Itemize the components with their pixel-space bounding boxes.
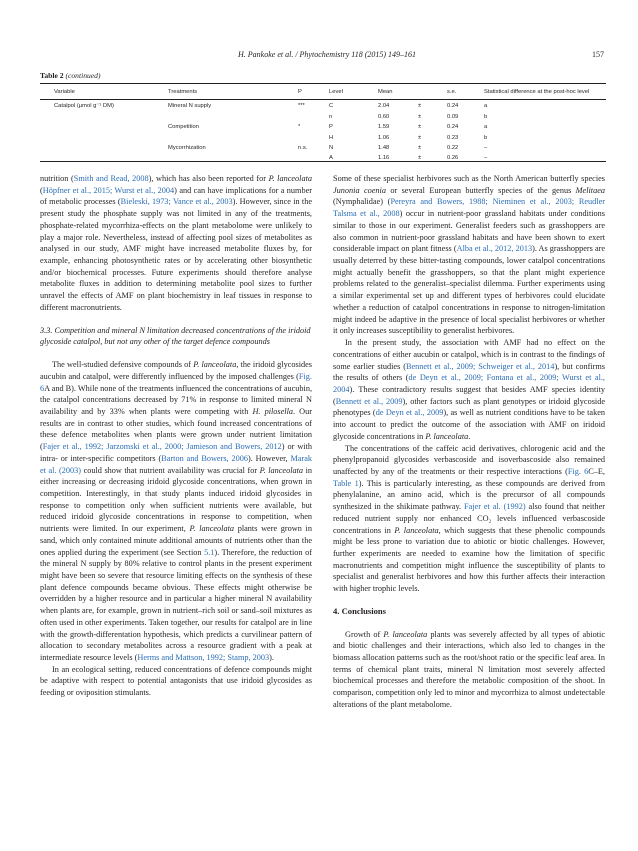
page-number: 157 — [592, 50, 604, 59]
citation-link[interactable]: Marak et al. (2003) — [40, 453, 312, 475]
table-header-cell: Treatments — [168, 89, 198, 95]
citation-link[interactable]: 5.1 — [204, 547, 215, 557]
table-cell: ± — [418, 155, 422, 162]
table-cell: P — [329, 124, 333, 131]
section-heading-conclusions: 4. Conclusions — [333, 605, 387, 616]
italic-term: P. lanceolata — [189, 524, 235, 534]
table-caption-label: Table 2 — [40, 71, 64, 80]
table-cell: a — [484, 103, 488, 110]
table-cell: 0.60 — [378, 113, 390, 120]
text-run: ). These contradictory results suggest that besides AMF species identity ( — [333, 384, 605, 406]
table-cell: A — [329, 155, 333, 162]
table-cell: n.s. — [298, 144, 308, 151]
text-run: The concentrations of the caffeic acid derivatives, chlorogenic acid and the phenylpropanoid glycosides verbascoside and isoverbascoside also remained unaffected by any of the treatments or their respective interactions ( — [333, 443, 605, 476]
citation-link[interactable]: de Deyn et al., 2009 — [375, 408, 444, 418]
text-run: ). However, — [247, 453, 291, 463]
italic-term: H. pilosella — [252, 406, 293, 416]
text-run: or several European butterfly species of the genus — [385, 185, 576, 195]
table-cell: Catalpol (μmol g⁻¹ DM) — [54, 103, 114, 110]
table-cell: 0.24 — [447, 103, 459, 110]
right-paragraph-1 — [333, 173, 605, 337]
right-paragraph-3 — [333, 443, 605, 595]
citation-link[interactable]: Höpfner et al., 2015; Wurst et al., 2004 — [42, 185, 175, 195]
table-header-cell: Mean — [378, 89, 393, 95]
table-cell: b — [484, 113, 488, 120]
citation-link[interactable]: Fajer et al. (1992) — [464, 502, 526, 512]
text-run: in either increasing or decreasing iridoid glycoside concentrations, when grown in competition. Interestingly, in that study plants induced iridoid glycosides in response to competition only when sufficient nutrients were available, but reduced iridoid glycoside concentrations in response to competition, when nutrients were limited. In our experiment, — [40, 465, 312, 534]
table-header-cell: s.e. — [447, 89, 457, 95]
citation-link[interactable]: Bennett et al., 2009 — [335, 396, 403, 406]
italic-term: P. lanceolata — [259, 465, 304, 475]
table-cell: 1.16 — [378, 155, 390, 162]
table-cell: – — [484, 155, 488, 162]
table-cell: 2.04 — [378, 103, 390, 110]
citation-link[interactable]: Fajer et al., 1992; Jarzomski et al., 2000; Jamieson and Bowers, 2012 — [42, 442, 282, 452]
table-cell: b — [484, 134, 488, 141]
citation-link[interactable]: Table 1 — [333, 478, 359, 488]
table-row — [40, 145, 606, 155]
text-run: ), which has also been reported for — [148, 174, 269, 183]
table-body — [40, 103, 606, 165]
text-run: nutrition ( — [40, 174, 74, 183]
italic-term: P. lanceolata — [394, 525, 439, 535]
text-run: ), other factors such as plant genotypes or iridoid glycoside phenotypes ( — [333, 396, 605, 418]
table-cell: N — [329, 144, 334, 151]
table-header-row — [40, 89, 606, 99]
text-run: ). Therefore, the reduction of the mineral N supply by 80% relative to control plants in the present experiment might have been so severe that resource limiting effects on the synthesis of these plant defence compounds became obvious. These effects might otherwise be overridden by a higher resource and in particular a higher mineral N availability when plants are, for example, grown in nutrient–rich soil or sand–soil mixtures as often used in other experiments. Taken together, our results for catalpol are in line with the growth-differentation hypothesis, which predicts a curvilinear pattern of allocation to secondary metabolites across a resource gradient with a peak at intermediate resource levels ( — [40, 547, 312, 663]
text-run: also found that neither reduced nutrient supply nor enhanced CO₂ levels influenced verbascoside concentrations in — [333, 502, 605, 535]
text-run: . — [468, 431, 471, 441]
journal-citation: H. Pankoke et al. / Phytochemistry 118 (2015) 149–161 — [238, 50, 417, 59]
table-cell: Competition — [168, 124, 199, 131]
left-paragraph-3 — [40, 664, 312, 699]
table-header-cell: Statistical difference at the post-hoc level — [484, 89, 590, 95]
table-row — [40, 124, 606, 134]
table-cell: ± — [418, 113, 422, 120]
table-cell: 0.09 — [447, 113, 459, 120]
table-cell: 0.23 — [447, 134, 459, 141]
text-run: . Our results are in contrast to other studies, which found increased concentrations of these defence metabolites when plants were grown under nutrient limitation ( — [40, 406, 312, 452]
text-run: ). As grasshoppers are usually deterred by these bitter-tasting compounds, lower catalpol concentrations might actually benefit the grasshoppers, so that the plant might experience problems related to the generalist–specialist dilemma. Further experiments using a similar experimental set up and different types of herbivores could elucidate whether a reduction of catalpol concentrations in response to nitrogen-limitation might indeed be adaptive in the presence of local specialist herbivores or whether it only increases susceptibility to generalist herbivores. — [333, 244, 606, 336]
table-cell: – — [484, 144, 488, 151]
left-paragraph-2 — [40, 359, 312, 664]
citation-link[interactable]: Bennett et al., 2009; Schweiger et al., 2014 — [405, 361, 555, 371]
table-cell: 0.24 — [447, 124, 459, 131]
text-run: (Nymphalidae) ( — [333, 197, 391, 207]
text-run: ). This is particularly interesting, as these compounds are derived from phenylalanine, an amino acid, which is the precursor of all compounds synthesized in the shikimate pathway. — [333, 478, 605, 512]
table-cell: ± — [418, 124, 422, 131]
right-column — [333, 173, 605, 711]
section-heading-3-3: 3.3. Competition and mineral N limitation decreased concentrations of the iridoid glycoside catalpol, but not any other of the target defence compounds — [40, 325, 311, 347]
italic-term: Junonia coenia — [333, 185, 386, 195]
text-run: The well-studied defensive compounds of — [52, 360, 194, 370]
text-run: ), as well as nutrient conditions have to be taken into account to predict the outcome of the association with AMF on iridoid glycoside concentrations in — [333, 408, 605, 441]
text-run: In an ecological setting, reduced concentrations of defence compounds might be adaptive with respect to potential antagonists that use iridoid glycosides as feeding or oviposition stimulants. — [40, 664, 312, 698]
text-run: Growth of — [345, 629, 384, 639]
citation-link[interactable]: Fig. 6 — [40, 371, 312, 393]
table-cell: C — [329, 103, 334, 110]
table-cell: ± — [418, 103, 422, 110]
table-row — [40, 135, 606, 145]
table-caption — [40, 71, 100, 80]
citation-link[interactable]: Alba et al., 2012, 2013 — [456, 244, 533, 254]
right-paragraph-4 — [333, 629, 605, 711]
table-bottom-rule — [40, 161, 606, 162]
text-run: plants were grown in sand, which only contained minute additional amounts of nutrients other than the ones applied during the experiment (see Section — [40, 524, 312, 557]
table-cell: * — [298, 124, 301, 131]
table-caption-suffix: (continued) — [63, 71, 101, 80]
table-top-rule — [40, 83, 606, 84]
table-header-cell: Variable — [54, 89, 75, 95]
citation-link[interactable]: Herms and Mattson, 1992; Stamp, 2003 — [137, 653, 270, 663]
table-cell: *** — [298, 103, 305, 110]
text-run: , which suggests that these phenolic compounds might be less prone to variation due to abiotic or biotic challenges. However, further experiments are needed to examine how the limitation of specific macronutrients and competition might influence the susceptibility of plants to specialist and generalist herbivores and how this further affects their interaction with higher trophic levels. — [333, 525, 605, 594]
table-row — [40, 103, 606, 113]
table-header-cell: Level — [329, 89, 343, 95]
table-cell: ± — [418, 134, 422, 141]
left-column — [40, 173, 312, 699]
text-run: , the iridoid glycosides aucubin and catalpol, were differently influenced by the imposed challenges ( — [40, 360, 312, 381]
italic-term: P. lanceolata — [383, 629, 428, 639]
text-run: In the present study, the association with AMF had no effect on the concentrations of either aucubin or catalpol, which is in contrast to the findings of some earlier studies ( — [333, 338, 605, 371]
table-cell: n — [329, 113, 333, 120]
table-cell: H — [329, 134, 334, 141]
data-table — [40, 89, 606, 166]
text-run: ). — [269, 653, 274, 663]
table-cell: Mineral N supply — [168, 103, 212, 110]
italic-term: P. lanceolata — [268, 174, 312, 183]
table-header-rule — [40, 99, 606, 100]
italic-term: P. lanceolata — [193, 360, 237, 370]
text-run: plants was severely affected by all types of abiotic and biotic challenges and their interactions, which also led to changes in the biomass allocation patterns such as the root/shoot ratio or the specific leaf area. In terms of chemical plant traits, mineral N limitation most severely affected biochemical processes and therefore the metabolic composition of the shoot. In comparison, competition only led to minor and mycorrhiza to almost undetectable alterations of the plant metabolome. — [333, 629, 605, 709]
left-paragraph-1 — [40, 173, 312, 314]
table-cell: Mycorrhization — [168, 144, 206, 151]
italic-term: Melitaea — [575, 185, 605, 195]
text-run: ) and can have implications for a number of metabolic processes ( — [40, 185, 313, 207]
citation-link[interactable]: Barton and Bowers, 2006 — [161, 453, 248, 463]
table-cell: 1.06 — [378, 134, 390, 141]
text-run: A and B). While none of the treatments influenced the concentrations of aucubin, the catalpol concentrations decreased by 71% in response to limited mineral N availability and by 33% when plants were competing with — [40, 383, 313, 416]
table-cell: 0.22 — [447, 144, 459, 151]
table-header-cell: P — [298, 89, 302, 95]
text-run: ) or with intra- or inter-specific competitors ( — [40, 442, 312, 463]
right-paragraph-2 — [333, 337, 605, 442]
text-run: ), but confirms the results of others ( — [333, 361, 606, 383]
text-run: ( — [40, 185, 43, 195]
text-run: could show that nutrient availability was crucial for — [81, 465, 260, 475]
citation-link[interactable]: Fig. 6 — [567, 466, 589, 476]
text-run: Some of these specialist herbivores such as the North American butterfly species — [333, 174, 605, 183]
table-cell: a — [484, 124, 488, 131]
table-cell: 0.26 — [447, 155, 459, 162]
italic-term: P. lanceolata — [425, 431, 469, 441]
citation-link[interactable]: de Deyn et al., 2009; Fontana et al., 2009; Wurst et al., 2004 — [333, 373, 605, 394]
citation-link[interactable]: Pereyra and Bowers, 1988; Nieminen et al., 2003; Reudler Talsma et al., 2008 — [333, 197, 606, 219]
text-run: C–E, — [588, 466, 605, 476]
table-cell: ± — [418, 144, 422, 151]
table-cell: 1.59 — [378, 124, 390, 131]
table-row — [40, 114, 606, 124]
text-run: ). However, since in the present study the phosphate supply was not limited in any of the treatments, phosphate-related mycorrhiza-effects on the plant metabolome were unlikely to play a major role. Nevertheless, instead of affecting pool sizes of metabolites as analysed in our study, AMF might have increased metabolite fluxes by, for example, enhancing photosynthetic rates or by accelerating other biosynthetic and/or biochemical processes. Future experiments should therefore analyse metabolite fluxes in addition to determining metabolite pool sizes to further unravel the effects of AMF on plant biochemistry in leaf tissues in response to different macronutrients. — [40, 197, 312, 312]
citation-link[interactable]: Smith and Read, 2008 — [73, 174, 149, 183]
citation-link[interactable]: Bieleski, 1973; Vance et al., 2003 — [120, 197, 233, 207]
table-cell: 1.48 — [378, 144, 390, 151]
text-run: ) occur in nutrient-poor grassland habitats under conditions similar to those in our experiment. Generalist feeders such as grasshoppers are also common in nutrient-poor grassland habitats and have been shown to exert considerable impact on plant fitness ( — [333, 209, 605, 254]
